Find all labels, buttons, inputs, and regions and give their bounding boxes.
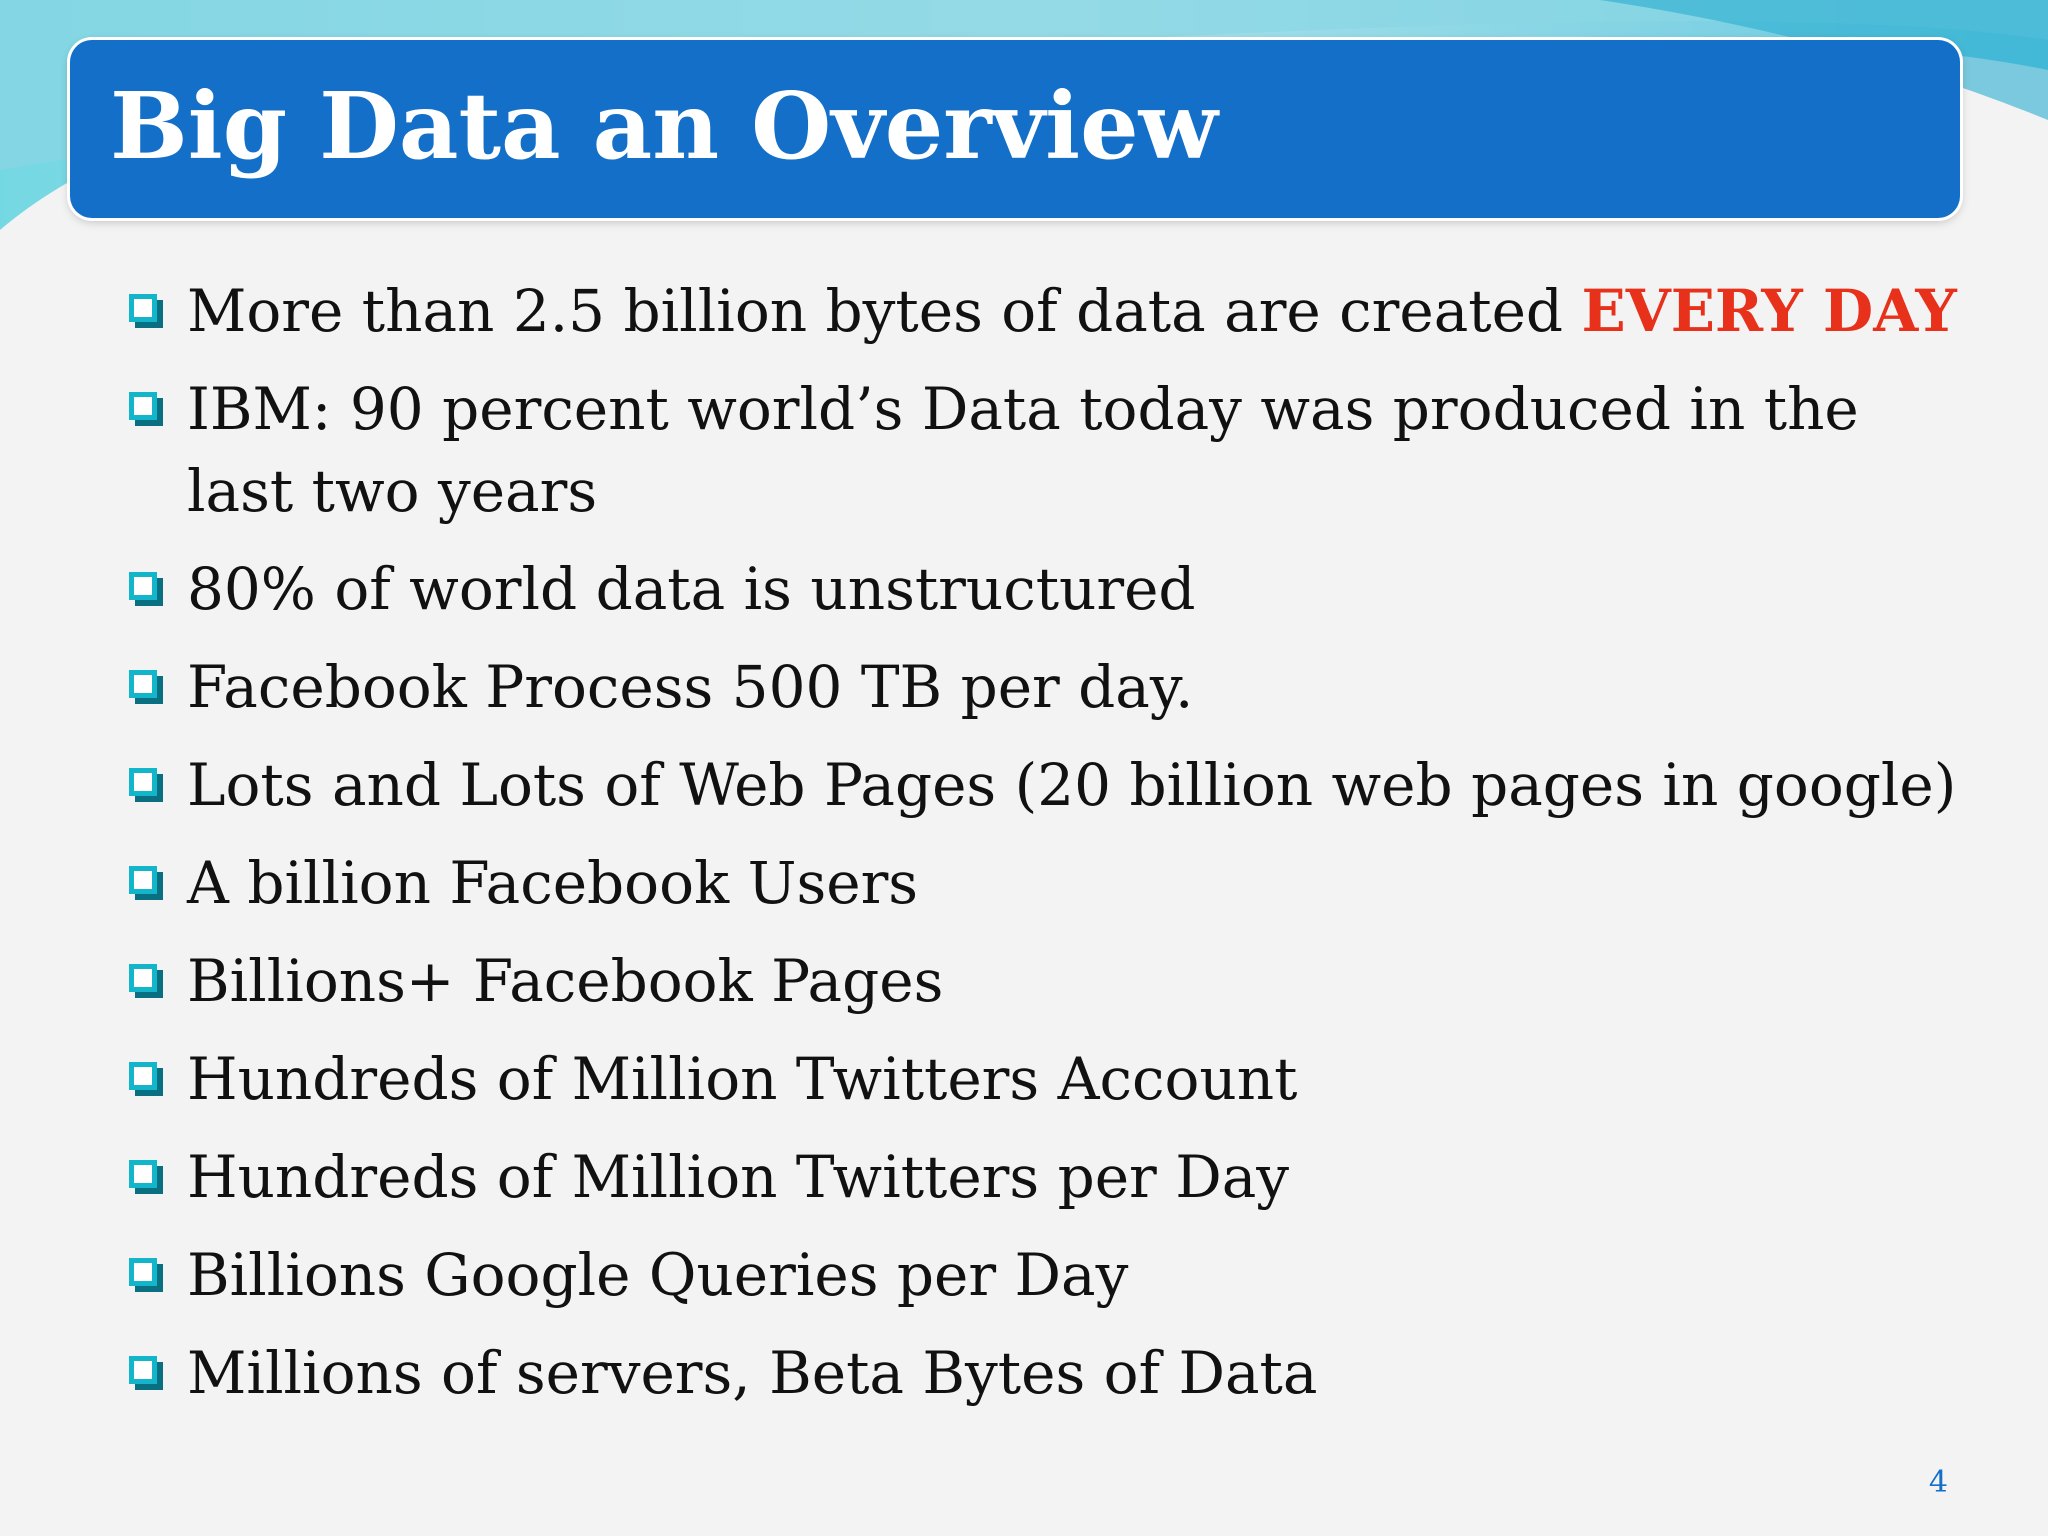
- bullet-text: Billions+ Facebook Pages: [187, 947, 944, 1015]
- bullet-item: [125, 368, 1965, 532]
- hollow-square-bullet-icon: [129, 866, 157, 894]
- hollow-square-bullet-icon: [129, 392, 157, 420]
- bullet-text: Facebook Process 500 TB per day.: [187, 653, 1194, 721]
- hollow-square-bullet-icon: [129, 294, 157, 322]
- bullet-item: [125, 1234, 1965, 1316]
- page-title: Big Data an Overview: [110, 72, 1218, 180]
- bullet-item: [125, 1136, 1965, 1218]
- hollow-square-bullet-icon: [129, 670, 157, 698]
- bullet-text: 80% of world data is unstructured: [187, 555, 1196, 623]
- hollow-square-bullet-icon: [129, 768, 157, 796]
- hollow-square-bullet-icon: [129, 1258, 157, 1286]
- bullet-item: [125, 646, 1965, 728]
- bullet-item: [125, 744, 1965, 826]
- hollow-square-bullet-icon: [129, 964, 157, 992]
- bullet-item: [125, 270, 1965, 352]
- page-number: 4: [1928, 1465, 1948, 1500]
- hollow-square-bullet-icon: [129, 572, 157, 600]
- bullet-text: Hundreds of Million Twitters Account: [187, 1045, 1298, 1113]
- bullet-list: [125, 270, 1965, 1430]
- bullet-emphasis: EVERY DAY: [1581, 277, 1957, 345]
- bullet-item: [125, 940, 1965, 1022]
- bullet-item: [125, 1038, 1965, 1120]
- bullet-text: Hundreds of Million Twitters per Day: [187, 1143, 1290, 1211]
- bullet-text: Millions of servers, Beta Bytes of Data: [187, 1339, 1318, 1407]
- bullet-text: A billion Facebook Users: [187, 849, 919, 917]
- bullet-text: More than 2.5 billion bytes of data are created: [187, 277, 1582, 345]
- bullet-text: Billions Google Queries per Day: [187, 1241, 1129, 1309]
- title-bar: [70, 40, 1960, 218]
- hollow-square-bullet-icon: [129, 1062, 157, 1090]
- hollow-square-bullet-icon: [129, 1356, 157, 1384]
- bullet-text: Lots and Lots of Web Pages (20 billion web pages in google): [187, 751, 1957, 819]
- bullet-item: [125, 842, 1965, 924]
- bullet-item: [125, 1332, 1965, 1414]
- bullet-text: IBM: 90 percent world’s Data today was produced in the last two years: [187, 375, 1859, 525]
- hollow-square-bullet-icon: [129, 1160, 157, 1188]
- bullet-item: [125, 548, 1965, 630]
